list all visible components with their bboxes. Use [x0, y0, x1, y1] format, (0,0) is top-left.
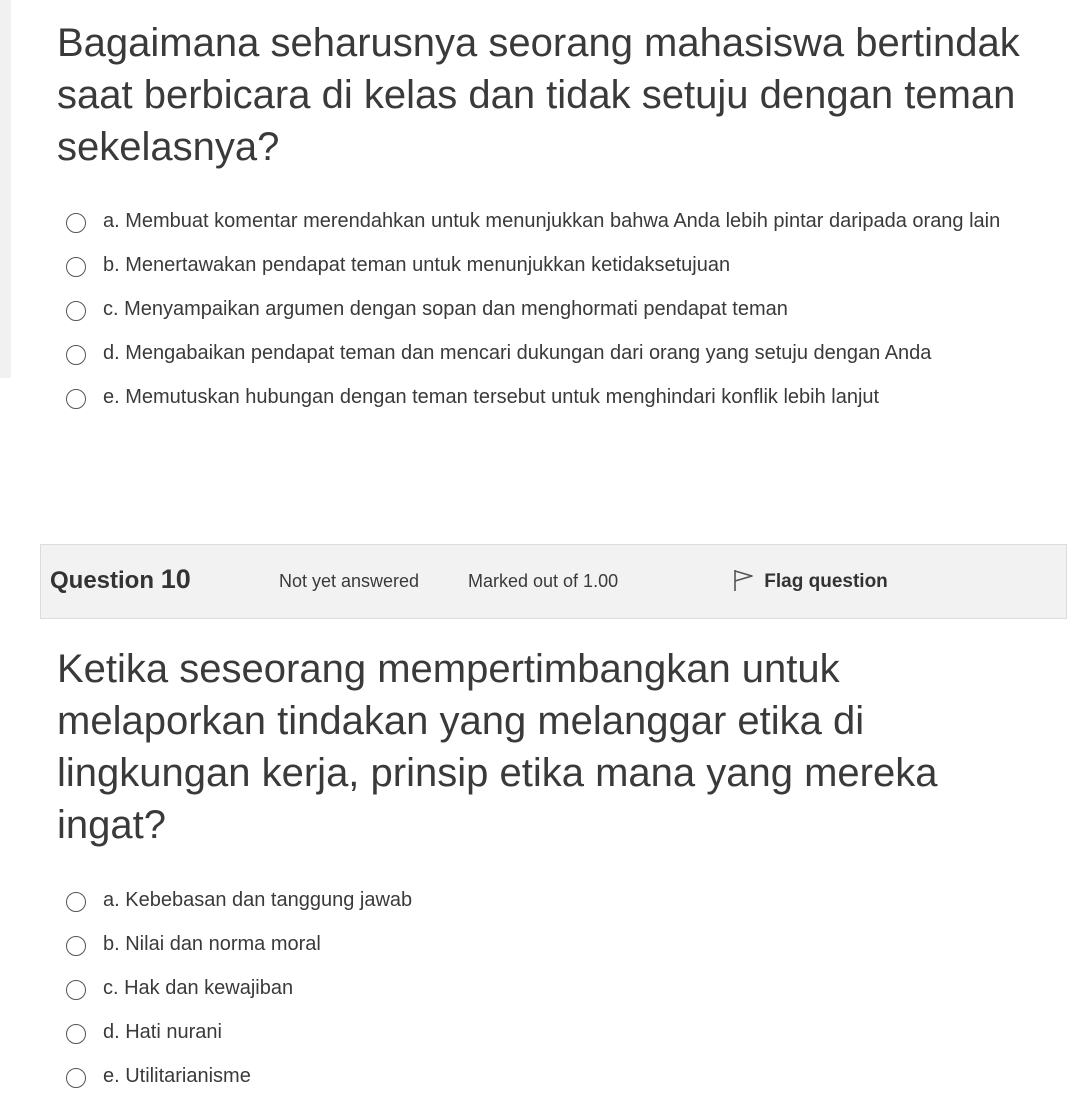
flag-question-button[interactable]: [731, 569, 888, 595]
answer-option-d[interactable]: [64, 338, 1064, 369]
radio-button[interactable]: [66, 389, 86, 409]
question-10-info-bar: [40, 544, 1067, 619]
answer-option-b[interactable]: [64, 929, 1064, 960]
answer-option-e[interactable]: [64, 1061, 1064, 1092]
answer-label[interactable]: d. Mengabaikan pendapat teman dan mencari dukungan dari orang yang setuju dengan Anda: [103, 342, 932, 364]
question-state: Not yet answered: [279, 571, 420, 591]
answer-option-c[interactable]: [64, 294, 1064, 325]
left-panel-edge: [0, 0, 11, 378]
answer-label[interactable]: b. Menertawakan pendapat teman untuk menunjukkan ketidaksetujuan: [103, 254, 731, 276]
answer-option-e[interactable]: [64, 382, 1064, 413]
answer-option-d[interactable]: [64, 1017, 1064, 1048]
question-10-answer-list: [64, 885, 1064, 1105]
answer-option-b[interactable]: [64, 250, 1064, 281]
radio-button[interactable]: [66, 1068, 86, 1088]
flag-outline-icon[interactable]: [731, 567, 755, 593]
question-9-text: Bagaimana seharusnya seorang mahasiswa bertindak saat berbicara di kelas dan tidak setuju dengan teman sekelasnya?: [57, 21, 1020, 169]
radio-button[interactable]: [66, 1024, 86, 1044]
answer-label[interactable]: c. Menyampaikan argumen dengan sopan dan menghormati pendapat teman: [103, 298, 788, 320]
answer-option-a[interactable]: [64, 885, 1064, 916]
question-10-text: Ketika seseorang mempertimbangkan untuk melaporkan tindakan yang melanggar etika di lingkungan kerja, prinsip etika mana yang mereka ingat?: [57, 647, 938, 847]
answer-option-c[interactable]: [64, 973, 1064, 1004]
question-label: Question: [50, 567, 155, 594]
answer-label[interactable]: a. Kebebasan dan tanggung jawab: [103, 889, 413, 911]
radio-button[interactable]: [66, 936, 86, 956]
flag-question-label[interactable]: Flag question: [764, 571, 888, 593]
radio-button[interactable]: [66, 345, 86, 365]
question-number: [50, 564, 191, 595]
radio-button[interactable]: [66, 980, 86, 1000]
answer-label[interactable]: c. Hak dan kewajiban: [103, 977, 294, 999]
answer-label[interactable]: e. Utilitarianisme: [103, 1065, 251, 1087]
radio-button[interactable]: [66, 301, 86, 321]
answer-label[interactable]: b. Nilai dan norma moral: [103, 933, 321, 955]
answer-label[interactable]: e. Memutuskan hubungan dengan teman tersebut untuk menghindari konflik lebih lanjut: [103, 386, 880, 408]
question-grade: Marked out of 1.00: [468, 571, 619, 591]
question-number-value: 10: [160, 564, 191, 594]
radio-button[interactable]: [66, 892, 86, 912]
answer-option-a[interactable]: [64, 206, 1064, 237]
answer-label[interactable]: a. Membuat komentar merendahkan untuk menunjukkan bahwa Anda lebih pintar daripada orang lain: [103, 210, 1001, 232]
radio-button[interactable]: [66, 213, 86, 233]
answer-label[interactable]: d. Hati nurani: [103, 1021, 222, 1043]
radio-button[interactable]: [66, 257, 86, 277]
question-9-answer-list: [64, 206, 1064, 426]
